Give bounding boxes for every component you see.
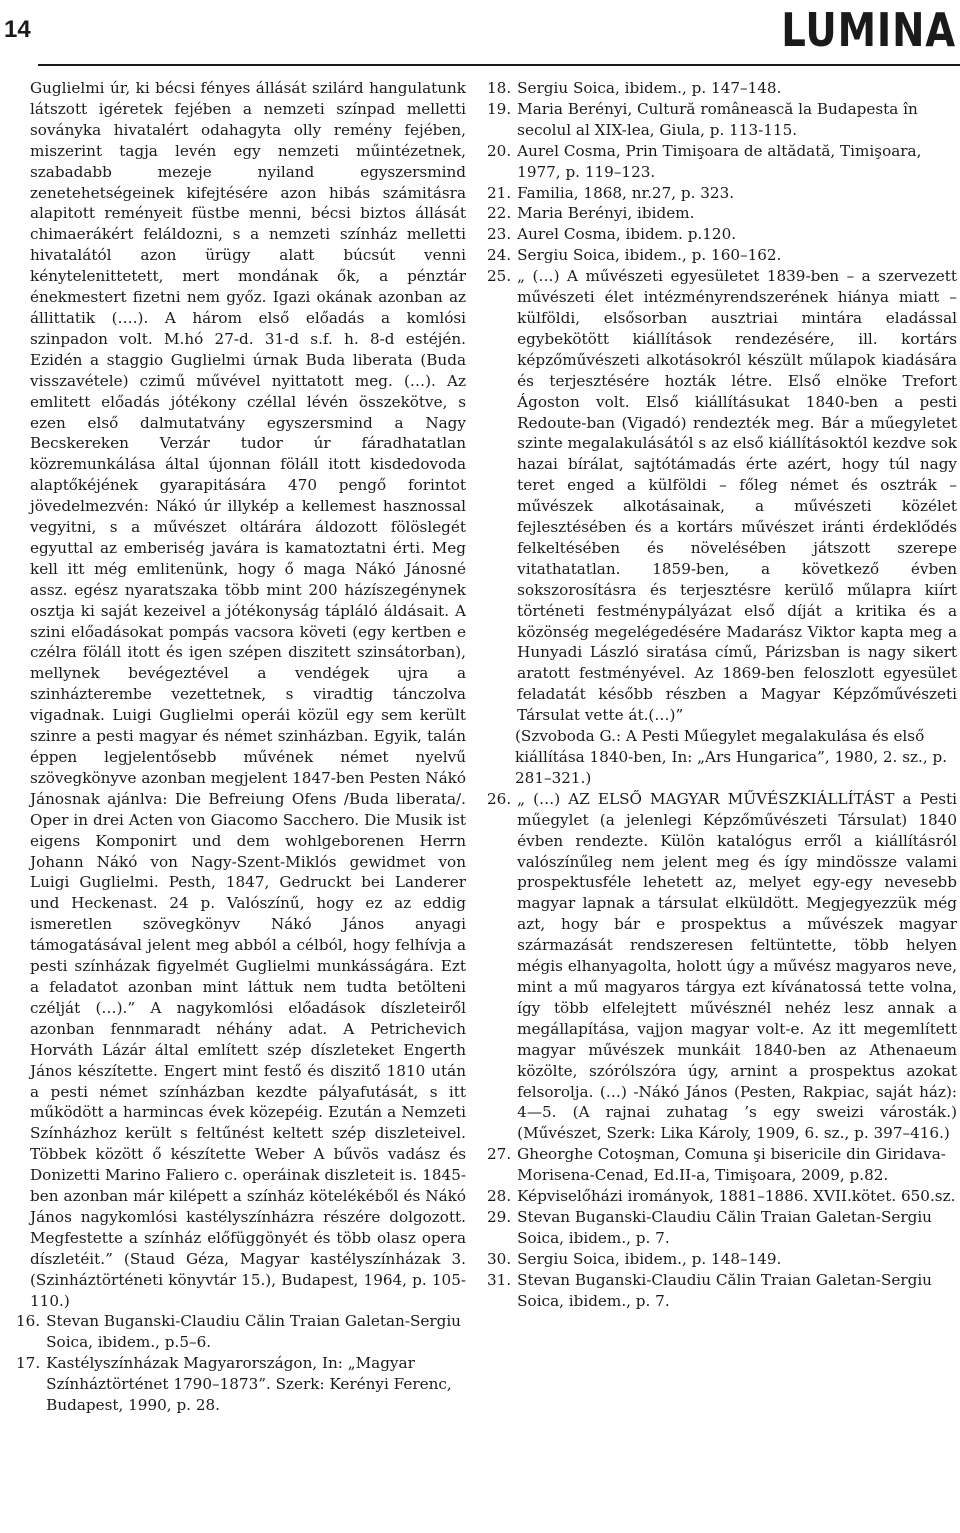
- footnote-number: 23.: [487, 225, 512, 244]
- body-paragraph: Guglielmi úr, ki bécsi fényes állását szilárd hangulatunk látszott igéretek fejében a nemzeti színpad melletti soványka hivatalért odahagyta olly remény fejében, miszerint tagja levén egy nemzeti műintézetnek, szabadabb mezeje nyiland egyszersmind zenetehetségeinek kifejtésére azon hibás számitásra alapitott reményeit füstbe menni, bécsi biztos állását chimaerákért feláldozni, s a nemzeti színház melletti hivatalától azon ürügy alatt búcsút venni kénytelenittetett, mert mondának ők, a pénztár énekmestert fizetni nem győz. Igazi okának azonban az állittatik (….). A három első előadás a komlósi szinpadon volt. M.hó 27-d. 31-d s.f. h. 8-d estéjén. Ezidén a staggio Guglielmi úrnak Buda liberata (Buda visszavétele) czimű művével nyittatott meg. (…). Az emlitett előadás jótékony czéllal lévén összekötve, s ezen első dalmutatvány egyszersmind a Nagy Becskereken Verzár tudor úr fáradhatatlan közremunkálása által újonnan föláll itott kisdedovoda alaptőkéjének gyarapitására 470 pengő forintot jövedelmezvén: Nákó úr illykép a kellemest hasznossal vegyitni, s a művészet oltárára áldozott fölöslegét egyuttal az emberiség javára is kamatoztatni érti. Meg kell itt még emlitenünk, hogy ő maga Nákó Jánosné assz. egész nyaratszaka több mint 200 házíszegénynek osztja ki saját kezeivel a jótékonyság tápláló áldásait. A szini előadásokat pompás vacsora követi (egy kertben e czélra föláll itott és igen szépen diszitett szinsátorban), mellynek bevégeztével a vendégek ujra a szinházterembe vezettetnek, s viradtig tánczolva vigadnak. Luigi Guglielmi operái közül egy sem került szinre a pesti magyar és német szinházban. Egyik, talán éppen legjelentősebb művének német nyelvű szövegkönyve azonban megjelent 1847-ben Pesten Nákó Jánosnak ajánlva: Die Befreiung Ofens /Buda liberata/. Oper in drei Acten von Giacomo Sacchero. Die Musik ist eigens Komponirt und dem wohlgeborenen Herrn Johann Nákó von Nagy-Szent-Miklós gewidmet von Luigi Guglielmi. Pesth, 1847, Gedruckt bei Landerer und Heckenast. 24 p. Valószínű, hogy ez az eddig ismeretlen szövegkönyv Nákó János anyagi támogatásával jelent meg abból a célból, hogy felhívja a pesti színházak figyelmét Guglielmi munkásságára. Ezt a feladatot azonban mint láttuk nem tudta betölteni czélját (…).” A nagykomlósi előadások díszleteiről azonban fennmaradt néhány adat. A Petrichevich Horváth Lázár által említett szép díszleteket Engerth János készítette. Engert mint festő és diszitő 1810 után a pesti német színházban kezdte pályafutását, s itt működött a harmincas évek közepéig. Ezután a Nemzeti Színházhoz került s feltűnést keltett szép diszleteivel. Többek között ő készítette Weber A bűvös vadász és Donizetti Marino Faliero c. operáinak diszleteit is. 1845-ben azonban már kilépett a színház kötelékéből és Nákó János nagykomlósi kastélyszínházra részére dolgozott. Megfestette a színház előfüggönyét és több olasz opera díszletéit.” (Staud Géza, Magyar kastélyszínházak 3. (Szinháztörténeti könyvtár 15.), Budapest, 1964, p. 105-110.): [30, 79, 466, 1310]
- footnote-31: [487, 1270, 957, 1312]
- page-header: [0, 0, 960, 64]
- footnote-27: [487, 1144, 957, 1186]
- footnote-number: 20.: [487, 141, 512, 160]
- footnote-text: Stevan Buganski-Claudiu Călin Traian Galetan-Sergiu Soica, ibidem., p. 7.: [517, 1207, 932, 1247]
- footnote-text: „ (…) AZ ELSŐ MAGYAR MŰVÉSZKIÁLLÍTÁST a Pesti műegylet (a jelenlegi Képzőművészeti Társulat) 1840 évben rendezte. Külön katalógus erről a kiállításról valószínűleg nem jelent meg és így mindössze valami prospektusféle lehetett az, melyet egy-egy nevesebb magyar lapnak a társulat elküldött. Megjegyezzük még azt, hogy bár e prospektus a művészek magyar származását rendszeresen feltüntette, több helyen mégis elhanyagolta, holott úgy a művész magyaros neve, mint a mű magyaros tárgya ezt kívánatossá tette volna, így több elfelejtett művésznél nehéz lesz annak a megállapítása, vajjon magyar volt-e. Az itt megemlített magyar művészek munkáit 1840-ben az Athenaeum közölte, szórólszóra úgy, arnint a prospektus azokat felsorolja. (…) -Nákó János (Pesten, Rakpiac, saját ház): 4—5. (A rajnai zuhatag ’s egy sweizi városták.) (Művészet, Szerk: Lika Károly, 1909, 6. sz., p. 397–416.): [517, 789, 957, 1143]
- footnote-text: Sergiu Soica, ibidem., p. 147–148.: [517, 79, 782, 97]
- footnote-number: 28.: [487, 1187, 512, 1206]
- footnote-number: 19.: [487, 99, 512, 118]
- footnote-text: Képviselőházi irományok, 1881–1886. XVII.kötet. 650.sz.: [517, 1187, 956, 1206]
- footnote-23: [487, 224, 957, 245]
- footnote-text: Stevan Buganski-Claudiu Călin Traian Galetan-Sergiu Soica, ibidem., p. 7.: [517, 1270, 932, 1310]
- footnote-30: [487, 1249, 957, 1270]
- footnote-25-source: [487, 726, 957, 789]
- footnote-text: Maria Berényi, ibidem.: [517, 204, 695, 223]
- footnote-21: [487, 183, 957, 204]
- footnote-20: [487, 141, 957, 183]
- footnote-text: Gheorghe Cotoşman, Comuna şi bisericile din Giridava-Morisena-Cenad, Ed.II-a, Timişoara, 2009, p.82.: [517, 1145, 946, 1185]
- footnote-number: 26.: [487, 789, 512, 808]
- footnote-22: [487, 203, 957, 224]
- footnote-text: „ (…) A művészeti egyesületet 1839-ben – a szervezett művészeti élet intézményrendszerének hiánya miatt – külföldi, elsősorban ausztriai mintára eladással egybekötött kiállítások rendezésére, ill. kortárs képzőművészeti alkotásokról készült műlapok kiadására és terjesztésére hozták létre. Első elnöke Trefort Ágoston volt. Első kiállításukat 1840-ben a pesti Redoute-ban (Vigadó) rendezték meg. Bár a műegyletet szinte megalakulásától s az első kiállításoktól kezdve sok hazai bírálat, sajtótámadás érte azért, hogy túl nagy teret enged a külföldi – főleg német és osztrák – művészek alkotásainak, a művészeti közélet fejlesztésében és a kortárs művészet iránti érdeklődés felkeltésében és növelésében játszott szerepe vitathatatlan. 1859-ben, a következő évben sokszorosításra és terjesztésre kerülő műlapra kiírt történeti festménypályázat első díját a kritika és a közönség megelégedésére Madarász Viktor kapta meg a Hunyadi László siratása című, Párizsban is nagy sikert aratott festményével. Az 1869-ben feloszlott egyesület feladatát később részben a Magyar Képzőművészeti Társulat vette át.(…)”: [517, 267, 957, 725]
- footnote-number: 31.: [487, 1270, 512, 1289]
- footnote-text: Familia, 1868, nr.27, p. 323.: [517, 183, 735, 202]
- footnote-24: [487, 245, 957, 266]
- footnote-number: 16.: [16, 1312, 41, 1331]
- footnote-19: [487, 99, 957, 141]
- footnote-28: [487, 1186, 957, 1207]
- footnote-number: 27.: [487, 1145, 512, 1164]
- footnote-25: [487, 266, 957, 726]
- footnote-number: 24.: [487, 246, 512, 265]
- footnote-number: 22.: [487, 204, 512, 223]
- footnote-number: 21.: [487, 183, 512, 202]
- page-number: 14: [4, 16, 31, 43]
- header-rule: [38, 0, 960, 66]
- footnote-text: Maria Berényi, Cultură românească la Budapesta în secolul al XIX-lea, Giula, p. 113-115.: [517, 99, 918, 139]
- journal-title: LUMINA: [781, 3, 956, 57]
- right-column: [487, 78, 957, 1311]
- footnote-number: [487, 726, 515, 789]
- footnote-text: Aurel Cosma, Prin Timişoara de altădată, Timişoara, 1977, p. 119–123.: [517, 141, 922, 181]
- footnote-number: 25.: [487, 267, 512, 286]
- footnote-text: Sergiu Soica, ibidem., p. 148–149.: [517, 1249, 782, 1268]
- footnote-number: 18.: [487, 79, 512, 97]
- footnote-text: Kastélyszínházak Magyarországon, In: „Magyar Színháztörténet 1790–1873”. Szerk: Kerényi Ferenc, Budapest, 1990, p. 28.: [46, 1354, 452, 1415]
- left-column: [16, 78, 466, 1416]
- footnote-text: Aurel Cosma, ibidem. p.120.: [517, 225, 737, 244]
- footnote-16: [16, 1311, 466, 1353]
- footnote-26: [487, 789, 957, 1144]
- footnote-text: Stevan Buganski-Claudiu Călin Traian Galetan-Sergiu Soica, ibidem., p.5–6.: [46, 1312, 461, 1352]
- footnote-text: (Szvoboda G.: A Pesti Műegylet megalakulása és első kiállítása 1840-ben, In: „Ars Hungarica”, 1980, 2. sz., p. 281–321.): [515, 727, 948, 787]
- footnote-text: Sergiu Soica, ibidem., p. 160–162.: [517, 246, 782, 265]
- footnote-number: 17.: [16, 1354, 41, 1373]
- footnote-29: [487, 1207, 957, 1249]
- footnote-number: 30.: [487, 1249, 512, 1268]
- footnote-number: 29.: [487, 1207, 512, 1226]
- footnote-18: [487, 78, 957, 99]
- footnote-17: [16, 1353, 466, 1416]
